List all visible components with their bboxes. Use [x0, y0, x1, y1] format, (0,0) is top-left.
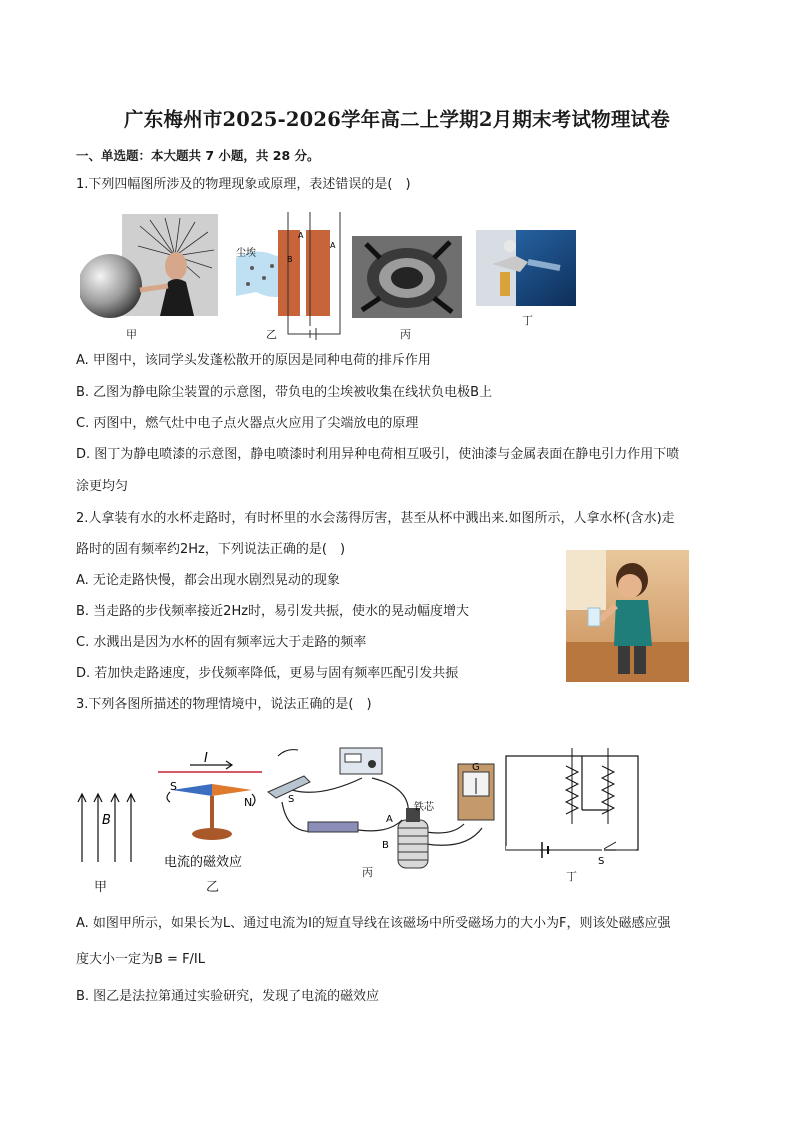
q3-option-a-line2: 度大小一定为B = F/IL	[76, 952, 206, 967]
label-G-meter: G	[472, 762, 480, 773]
figure-jia-van-de-graaff	[80, 214, 218, 318]
q1-caption-bing: 丙	[400, 328, 411, 341]
q3-option-a-line1: A. 如图甲所示，如果长为L、通过电流为I的短直导线在该磁场中所受磁场力的大小为F，则该处磁感应强	[76, 916, 671, 931]
figure-jia-magnetic-field	[78, 794, 135, 862]
q3-caption-bing: 丙	[362, 866, 373, 879]
label-S-switch-ding: S	[598, 856, 605, 867]
figure-ding-electrostatic-spray	[476, 230, 576, 306]
q3-caption-jia: 甲	[94, 880, 108, 895]
q3-caption-yi: 乙	[206, 880, 220, 895]
q1-caption-ding: 丁	[522, 314, 533, 327]
q3-caption-ding: 丁	[566, 870, 577, 883]
q2-option-b: B. 当走路的步伐频率接近2Hz时，易引发共振，使水的晃动幅度增大	[76, 604, 470, 619]
q3-option-b: B. 图乙是法拉第通过实验研究，发现了电流的磁效应	[76, 989, 380, 1004]
q1-caption-jia: 甲	[126, 328, 137, 341]
page-title: 广东梅州市2025-2026学年高二上学期2月期末考试物理试卷	[124, 108, 670, 131]
q3-stem: 3.下列各图所描述的物理情境中，说法正确的是( )	[76, 697, 372, 712]
label-I-current: I	[204, 751, 208, 766]
label-N-pole: N	[244, 796, 253, 809]
label-magnetic-effect: 电流的磁效应	[164, 855, 243, 870]
q1-figure-svg	[80, 206, 580, 346]
label-b: B	[287, 255, 293, 264]
label-a-left: A	[298, 231, 304, 240]
q1-option-a: A. 甲图中，该同学头发蓬松散开的原因是同种电荷的排斥作用	[76, 353, 431, 368]
q1-option-b: B. 乙图为静电除尘装置的示意图，带负电的尘埃被收集在线状负电极B上	[76, 385, 493, 400]
label-dust: 尘埃	[236, 248, 256, 259]
q2-child-photo	[566, 550, 689, 682]
label-S-switch-bing: S	[288, 794, 295, 805]
section-heading: 一、单选题：本大题共 7 小题，共 28 分。	[76, 148, 320, 163]
q1-option-c: C. 丙图中，燃气灶中电子点火器点火应用了尖端放电的原理	[76, 416, 419, 431]
q2-option-c: C. 水溅出是因为水杯的固有频率远大于走路的频率	[76, 635, 367, 650]
figure-bing-gas-stove	[352, 236, 462, 318]
label-A-coil: A	[386, 814, 393, 825]
q1-figures	[80, 206, 580, 346]
q1-option-d: D. 图丁为静电喷漆的示意图，静电喷漆时利用异种电荷相互吸引，使油漆与金属表面在静电引力作用下喷	[76, 447, 680, 462]
label-iron-core: 铁芯	[414, 802, 434, 813]
figure-ding-coils	[542, 748, 616, 858]
q2-stem-line2: 路时的固有频率约2Hz，下列说法正确的是( )	[76, 542, 346, 557]
figure-bing-apparatus	[268, 748, 494, 868]
label-B-coil: B	[382, 840, 389, 851]
q1-stem: 1.下列四幅图所涉及的物理现象或原理，表述错误的是( )	[76, 177, 411, 192]
q1-caption-yi: 乙	[266, 328, 277, 341]
label-S-pole: S	[170, 780, 177, 793]
q2-stem-line1: 2.人拿装有水的水杯走路时，有时杯里的水会荡得厉害，甚至从杯中溅出来.如图所示，人拿水杯(含水)走	[76, 511, 675, 526]
figure-yi-electrostatic-precipitator	[236, 212, 340, 340]
q2-option-d: D. 若加快走路速度，步伐频率降低，更易与固有频率匹配引发共振	[76, 666, 459, 681]
label-B-field: B	[102, 813, 111, 828]
q2-option-a: A. 无论走路快慢，都会出现水剧烈晃动的现象	[76, 573, 340, 588]
label-a-right: A	[330, 241, 336, 250]
q1-option-d-cont: 涂更均匀	[76, 479, 129, 494]
